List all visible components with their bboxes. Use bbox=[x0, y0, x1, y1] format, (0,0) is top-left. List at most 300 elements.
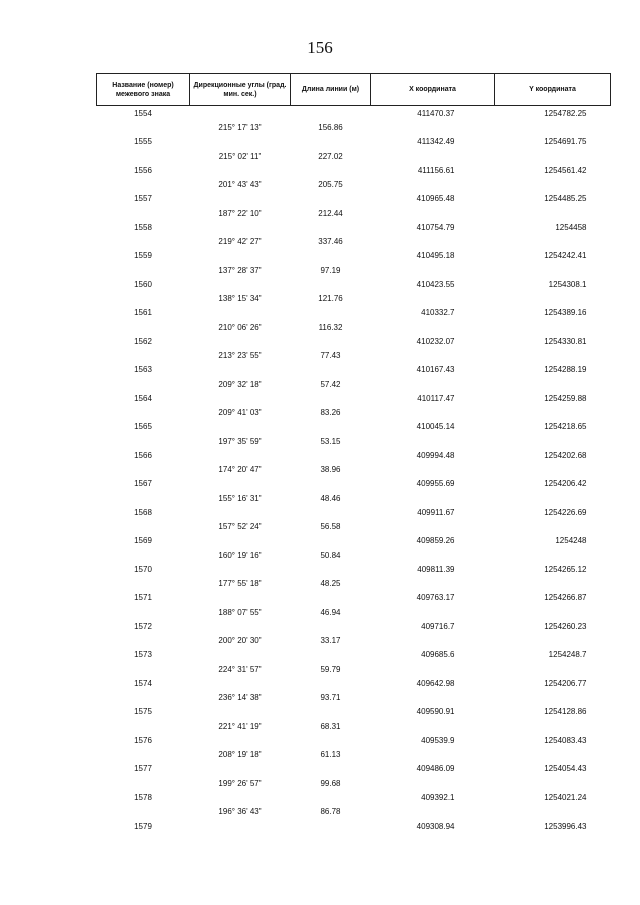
direction-angle: 187° 22' 10" bbox=[218, 208, 262, 218]
point-name: 1558 bbox=[134, 222, 152, 232]
x-coordinate: 409685.6 bbox=[421, 650, 455, 660]
point-name: 1557 bbox=[134, 194, 152, 204]
table-row bbox=[97, 362, 611, 376]
x-coordinate: 410167.43 bbox=[416, 365, 455, 375]
empty-cell bbox=[371, 205, 495, 219]
point-name: 1568 bbox=[134, 507, 152, 517]
empty-cell bbox=[190, 562, 291, 576]
direction-angle: 224° 31' 57" bbox=[218, 664, 262, 674]
direction-angle: 236° 14' 38" bbox=[218, 693, 262, 702]
empty-cell bbox=[495, 462, 611, 476]
y-coordinate: 1254330.81 bbox=[544, 336, 587, 346]
line-length: 56.58 bbox=[320, 522, 341, 531]
line-length: 38.96 bbox=[320, 465, 341, 474]
empty-cell bbox=[190, 476, 291, 490]
table-row bbox=[97, 519, 611, 533]
point-name: 1559 bbox=[134, 251, 152, 261]
empty-cell bbox=[291, 134, 371, 148]
empty-cell bbox=[97, 348, 190, 362]
empty-cell bbox=[190, 676, 291, 690]
table-row bbox=[97, 148, 611, 162]
line-length: 61.13 bbox=[320, 750, 341, 759]
point-name: 1577 bbox=[134, 764, 152, 774]
line-length: 86.78 bbox=[320, 807, 341, 816]
line-length: 50.84 bbox=[320, 550, 341, 560]
table-row bbox=[97, 305, 611, 319]
empty-cell bbox=[97, 519, 190, 533]
point-name: 1556 bbox=[134, 165, 152, 175]
table-row bbox=[97, 177, 611, 191]
point-name: 1579 bbox=[134, 822, 152, 831]
y-coordinate: 1254218.65 bbox=[544, 422, 587, 432]
header-y-coordinate: Y координата bbox=[495, 74, 611, 106]
empty-cell bbox=[291, 761, 371, 775]
empty-cell bbox=[291, 647, 371, 661]
empty-cell bbox=[97, 804, 190, 818]
y-coordinate: 1254288.19 bbox=[544, 365, 587, 375]
empty-cell bbox=[97, 718, 190, 732]
empty-cell bbox=[190, 106, 291, 120]
empty-cell bbox=[97, 462, 190, 476]
direction-angle: 208° 19' 18" bbox=[218, 750, 262, 759]
point-name: 1555 bbox=[134, 137, 152, 147]
table-row bbox=[97, 818, 611, 833]
y-coordinate: 1254782.25 bbox=[544, 108, 587, 118]
empty-cell bbox=[371, 148, 495, 162]
empty-cell bbox=[291, 790, 371, 804]
x-coordinate: 409811.39 bbox=[417, 564, 455, 574]
empty-cell bbox=[190, 448, 291, 462]
table-row bbox=[97, 391, 611, 405]
empty-cell bbox=[371, 718, 495, 732]
table-row bbox=[97, 661, 611, 675]
empty-cell bbox=[371, 576, 495, 590]
table-row bbox=[97, 419, 611, 433]
empty-cell bbox=[291, 362, 371, 376]
empty-cell bbox=[371, 319, 495, 333]
x-coordinate: 410423.55 bbox=[416, 279, 455, 289]
table-row bbox=[97, 234, 611, 248]
x-coordinate: 411470.37 bbox=[417, 108, 455, 118]
table-row bbox=[97, 604, 611, 618]
table-row bbox=[97, 433, 611, 447]
y-coordinate: 1254266.87 bbox=[544, 593, 587, 603]
direction-angle: 160° 19' 16" bbox=[218, 550, 262, 560]
direction-angle: 210° 06' 26" bbox=[218, 322, 262, 332]
x-coordinate: 409859.26 bbox=[416, 536, 455, 546]
y-coordinate: 1254226.69 bbox=[544, 507, 587, 517]
empty-cell bbox=[291, 562, 371, 576]
line-length: 99.68 bbox=[320, 778, 341, 788]
y-coordinate: 1254561.42 bbox=[544, 165, 587, 175]
x-coordinate: 411156.61 bbox=[417, 165, 455, 175]
table-row bbox=[97, 277, 611, 291]
empty-cell bbox=[371, 747, 495, 761]
empty-cell bbox=[97, 177, 190, 191]
empty-cell bbox=[291, 505, 371, 519]
point-name: 1570 bbox=[134, 564, 152, 574]
table-row bbox=[97, 262, 611, 276]
empty-cell bbox=[371, 262, 495, 276]
table-row bbox=[97, 761, 611, 775]
empty-cell bbox=[97, 319, 190, 333]
table-row bbox=[97, 704, 611, 718]
y-coordinate: 1254083.43 bbox=[544, 735, 587, 745]
empty-cell bbox=[97, 490, 190, 504]
empty-cell bbox=[495, 348, 611, 362]
empty-cell bbox=[97, 576, 190, 590]
empty-cell bbox=[495, 661, 611, 675]
direction-angle: 138° 15' 34" bbox=[218, 294, 262, 303]
table-row bbox=[97, 733, 611, 747]
point-name: 1574 bbox=[134, 678, 152, 688]
point-name: 1565 bbox=[134, 422, 152, 432]
x-coordinate: 409642.98 bbox=[416, 678, 455, 688]
empty-cell bbox=[495, 490, 611, 504]
table-row bbox=[97, 120, 611, 134]
table-row bbox=[97, 205, 611, 219]
empty-cell bbox=[495, 291, 611, 305]
table-row bbox=[97, 220, 611, 234]
table-row bbox=[97, 647, 611, 661]
table-row bbox=[97, 462, 611, 476]
empty-cell bbox=[371, 519, 495, 533]
table-row bbox=[97, 348, 611, 362]
empty-cell bbox=[291, 704, 371, 718]
x-coordinate: 409994.48 bbox=[416, 450, 455, 460]
direction-angle: 196° 36' 43" bbox=[218, 807, 262, 816]
empty-cell bbox=[97, 262, 190, 276]
line-length: 46.94 bbox=[320, 607, 341, 617]
empty-cell bbox=[371, 405, 495, 419]
empty-cell bbox=[371, 120, 495, 134]
empty-cell bbox=[371, 348, 495, 362]
y-coordinate: 1254458 bbox=[555, 222, 587, 232]
y-coordinate: 1254202.68 bbox=[544, 450, 587, 460]
empty-cell bbox=[495, 262, 611, 276]
point-name: 1578 bbox=[134, 792, 152, 802]
boundary-coordinates-table bbox=[96, 73, 611, 833]
table-row bbox=[97, 248, 611, 262]
table-row bbox=[97, 590, 611, 604]
empty-cell bbox=[190, 647, 291, 661]
point-name: 1566 bbox=[134, 450, 152, 460]
x-coordinate: 409392.1 bbox=[421, 792, 455, 802]
x-coordinate: 410965.48 bbox=[416, 194, 455, 204]
empty-cell bbox=[190, 733, 291, 747]
direction-angle: 219° 42' 27" bbox=[218, 237, 262, 246]
direction-angle: 199° 26' 57" bbox=[218, 778, 262, 788]
direction-angle: 201° 43' 43" bbox=[218, 180, 262, 189]
table-row bbox=[97, 747, 611, 761]
empty-cell bbox=[371, 177, 495, 191]
x-coordinate: 410332.7 bbox=[421, 308, 455, 318]
empty-cell bbox=[97, 690, 190, 704]
direction-angle: 155° 16' 31" bbox=[218, 493, 262, 503]
empty-cell bbox=[371, 291, 495, 305]
empty-cell bbox=[291, 391, 371, 405]
table-row bbox=[97, 476, 611, 490]
empty-cell bbox=[495, 547, 611, 561]
empty-cell bbox=[291, 733, 371, 747]
empty-cell bbox=[291, 220, 371, 234]
header-line-length: Длина линии (м) bbox=[291, 74, 371, 106]
empty-cell bbox=[190, 704, 291, 718]
table-row bbox=[97, 619, 611, 633]
empty-cell bbox=[291, 590, 371, 604]
empty-cell bbox=[495, 718, 611, 732]
table-row bbox=[97, 490, 611, 504]
empty-cell bbox=[190, 818, 291, 833]
empty-cell bbox=[97, 633, 190, 647]
point-name: 1572 bbox=[134, 621, 152, 631]
table-row bbox=[97, 291, 611, 305]
direction-angle: 215° 02' 11" bbox=[218, 151, 262, 161]
x-coordinate: 409955.69 bbox=[416, 479, 455, 489]
empty-cell bbox=[190, 761, 291, 775]
empty-cell bbox=[495, 376, 611, 390]
empty-cell bbox=[190, 419, 291, 433]
empty-cell bbox=[371, 462, 495, 476]
line-length: 53.15 bbox=[320, 436, 341, 446]
y-coordinate: 1254308.1 bbox=[548, 279, 587, 289]
empty-cell bbox=[190, 220, 291, 234]
empty-cell bbox=[495, 576, 611, 590]
empty-cell bbox=[190, 134, 291, 148]
empty-cell bbox=[495, 148, 611, 162]
table-row bbox=[97, 319, 611, 333]
empty-cell bbox=[371, 547, 495, 561]
direction-angle: 209° 41' 03" bbox=[218, 408, 262, 417]
empty-cell bbox=[495, 433, 611, 447]
empty-cell bbox=[371, 604, 495, 618]
empty-cell bbox=[190, 305, 291, 319]
empty-cell bbox=[291, 248, 371, 262]
empty-cell bbox=[97, 747, 190, 761]
header-x-coordinate: X координата bbox=[371, 74, 495, 106]
table-row bbox=[97, 676, 611, 690]
empty-cell bbox=[371, 376, 495, 390]
line-length: 68.31 bbox=[320, 721, 341, 731]
empty-cell bbox=[495, 519, 611, 533]
x-coordinate: 410495.18 bbox=[416, 251, 455, 261]
line-length: 97.19 bbox=[320, 265, 341, 275]
direction-angle: 221° 41' 19" bbox=[218, 721, 262, 731]
table-row bbox=[97, 163, 611, 177]
empty-cell bbox=[97, 604, 190, 618]
empty-cell bbox=[291, 818, 371, 833]
table-row bbox=[97, 376, 611, 390]
empty-cell bbox=[97, 661, 190, 675]
empty-cell bbox=[495, 775, 611, 789]
empty-cell bbox=[97, 205, 190, 219]
empty-cell bbox=[190, 163, 291, 177]
empty-cell bbox=[97, 120, 190, 134]
line-length: 156.86 bbox=[318, 123, 343, 132]
empty-cell bbox=[371, 775, 495, 789]
empty-cell bbox=[495, 747, 611, 761]
point-name: 1560 bbox=[134, 279, 152, 289]
table-row bbox=[97, 134, 611, 148]
y-coordinate: 1254259.88 bbox=[544, 393, 587, 403]
header-direction-angle: Дирекционные углы (град. мин. сек.) bbox=[190, 74, 291, 106]
x-coordinate: 411342.49 bbox=[417, 137, 455, 147]
table-row bbox=[97, 405, 611, 419]
point-name: 1567 bbox=[134, 479, 152, 489]
direction-angle: 197° 35' 59" bbox=[218, 436, 262, 446]
line-length: 77.43 bbox=[320, 351, 341, 360]
x-coordinate: 410045.14 bbox=[416, 422, 455, 432]
y-coordinate: 1254021.24 bbox=[544, 792, 587, 802]
direction-angle: 188° 07' 55" bbox=[218, 607, 262, 617]
point-name: 1575 bbox=[134, 707, 152, 717]
y-coordinate: 1254248.7 bbox=[548, 650, 587, 660]
direction-angle: 157° 52' 24" bbox=[218, 522, 262, 531]
direction-angle: 213° 23' 55" bbox=[218, 351, 262, 360]
empty-cell bbox=[495, 633, 611, 647]
direction-angle: 215° 17' 13" bbox=[218, 123, 262, 132]
x-coordinate: 410754.79 bbox=[416, 222, 455, 232]
empty-cell bbox=[291, 619, 371, 633]
empty-cell bbox=[495, 234, 611, 248]
point-name: 1561 bbox=[134, 308, 152, 318]
empty-cell bbox=[291, 476, 371, 490]
y-coordinate: 1254260.23 bbox=[544, 621, 587, 631]
y-coordinate: 1254206.77 bbox=[544, 678, 587, 688]
direction-angle: 177° 55' 18" bbox=[218, 579, 262, 588]
empty-cell bbox=[495, 205, 611, 219]
empty-cell bbox=[97, 547, 190, 561]
line-length: 227.02 bbox=[318, 151, 343, 161]
y-coordinate: 1254691.75 bbox=[544, 137, 587, 147]
point-name: 1573 bbox=[134, 650, 152, 660]
empty-cell bbox=[190, 590, 291, 604]
table-row bbox=[97, 690, 611, 704]
empty-cell bbox=[291, 334, 371, 348]
empty-cell bbox=[291, 448, 371, 462]
y-coordinate: 1254242.41 bbox=[544, 251, 587, 261]
table-row bbox=[97, 106, 611, 120]
point-name: 1571 bbox=[134, 593, 152, 603]
y-coordinate: 1253996.43 bbox=[544, 822, 587, 831]
table-row bbox=[97, 533, 611, 547]
line-length: 337.46 bbox=[318, 237, 343, 246]
empty-cell bbox=[97, 234, 190, 248]
y-coordinate: 1254265.12 bbox=[544, 564, 587, 574]
line-length: 83.26 bbox=[320, 408, 341, 417]
empty-cell bbox=[291, 419, 371, 433]
empty-cell bbox=[97, 376, 190, 390]
y-coordinate: 1254248 bbox=[555, 536, 587, 546]
x-coordinate: 410232.07 bbox=[416, 336, 455, 346]
x-coordinate: 409716.7 bbox=[421, 621, 455, 631]
y-coordinate: 1254128.86 bbox=[544, 707, 587, 717]
table-row bbox=[97, 718, 611, 732]
empty-cell bbox=[190, 505, 291, 519]
table-row bbox=[97, 448, 611, 462]
line-length: 59.79 bbox=[320, 664, 341, 674]
direction-angle: 209° 32' 18" bbox=[218, 379, 262, 389]
line-length: 121.76 bbox=[318, 294, 343, 303]
table-row bbox=[97, 790, 611, 804]
point-name: 1554 bbox=[134, 108, 152, 118]
empty-cell bbox=[190, 619, 291, 633]
empty-cell bbox=[190, 790, 291, 804]
table-row bbox=[97, 804, 611, 818]
table-row bbox=[97, 633, 611, 647]
table-row bbox=[97, 547, 611, 561]
line-length: 57.42 bbox=[320, 379, 341, 389]
empty-cell bbox=[495, 690, 611, 704]
x-coordinate: 409763.17 bbox=[416, 593, 455, 603]
empty-cell bbox=[495, 177, 611, 191]
empty-cell bbox=[190, 277, 291, 291]
table-row bbox=[97, 505, 611, 519]
empty-cell bbox=[97, 148, 190, 162]
empty-cell bbox=[291, 305, 371, 319]
empty-cell bbox=[371, 490, 495, 504]
empty-cell bbox=[371, 690, 495, 704]
line-length: 33.17 bbox=[320, 636, 341, 645]
empty-cell bbox=[190, 362, 291, 376]
empty-cell bbox=[291, 191, 371, 205]
empty-cell bbox=[97, 433, 190, 447]
empty-cell bbox=[291, 533, 371, 547]
empty-cell bbox=[371, 804, 495, 818]
empty-cell bbox=[495, 405, 611, 419]
x-coordinate: 409911.67 bbox=[417, 507, 455, 517]
empty-cell bbox=[97, 405, 190, 419]
point-name: 1569 bbox=[134, 536, 152, 546]
point-name: 1563 bbox=[134, 365, 152, 375]
line-length: 93.71 bbox=[320, 693, 341, 702]
empty-cell bbox=[190, 248, 291, 262]
empty-cell bbox=[190, 191, 291, 205]
empty-cell bbox=[495, 604, 611, 618]
direction-angle: 137° 28' 37" bbox=[218, 265, 262, 275]
empty-cell bbox=[97, 291, 190, 305]
direction-angle: 200° 20' 30" bbox=[218, 636, 262, 645]
empty-cell bbox=[291, 163, 371, 177]
x-coordinate: 409308.94 bbox=[416, 822, 455, 831]
y-coordinate: 1254485.25 bbox=[544, 194, 587, 204]
empty-cell bbox=[495, 319, 611, 333]
empty-cell bbox=[190, 391, 291, 405]
point-name: 1576 bbox=[134, 735, 152, 745]
empty-cell bbox=[291, 277, 371, 291]
table-row bbox=[97, 334, 611, 348]
empty-cell bbox=[190, 334, 291, 348]
line-length: 48.25 bbox=[320, 579, 341, 588]
line-length: 116.32 bbox=[318, 322, 343, 332]
line-length: 205.75 bbox=[318, 180, 343, 189]
direction-angle: 174° 20' 47" bbox=[218, 465, 262, 474]
x-coordinate: 409539.9 bbox=[421, 735, 455, 745]
empty-cell bbox=[190, 533, 291, 547]
table-row bbox=[97, 191, 611, 205]
table-row bbox=[97, 775, 611, 789]
empty-cell bbox=[97, 775, 190, 789]
empty-cell bbox=[495, 804, 611, 818]
y-coordinate: 1254389.16 bbox=[544, 308, 587, 318]
x-coordinate: 409486.09 bbox=[416, 764, 455, 774]
table-row bbox=[97, 562, 611, 576]
empty-cell bbox=[371, 433, 495, 447]
empty-cell bbox=[371, 633, 495, 647]
line-length: 212.44 bbox=[318, 208, 343, 218]
page-number: 156 bbox=[307, 38, 333, 57]
point-name: 1564 bbox=[134, 393, 152, 403]
